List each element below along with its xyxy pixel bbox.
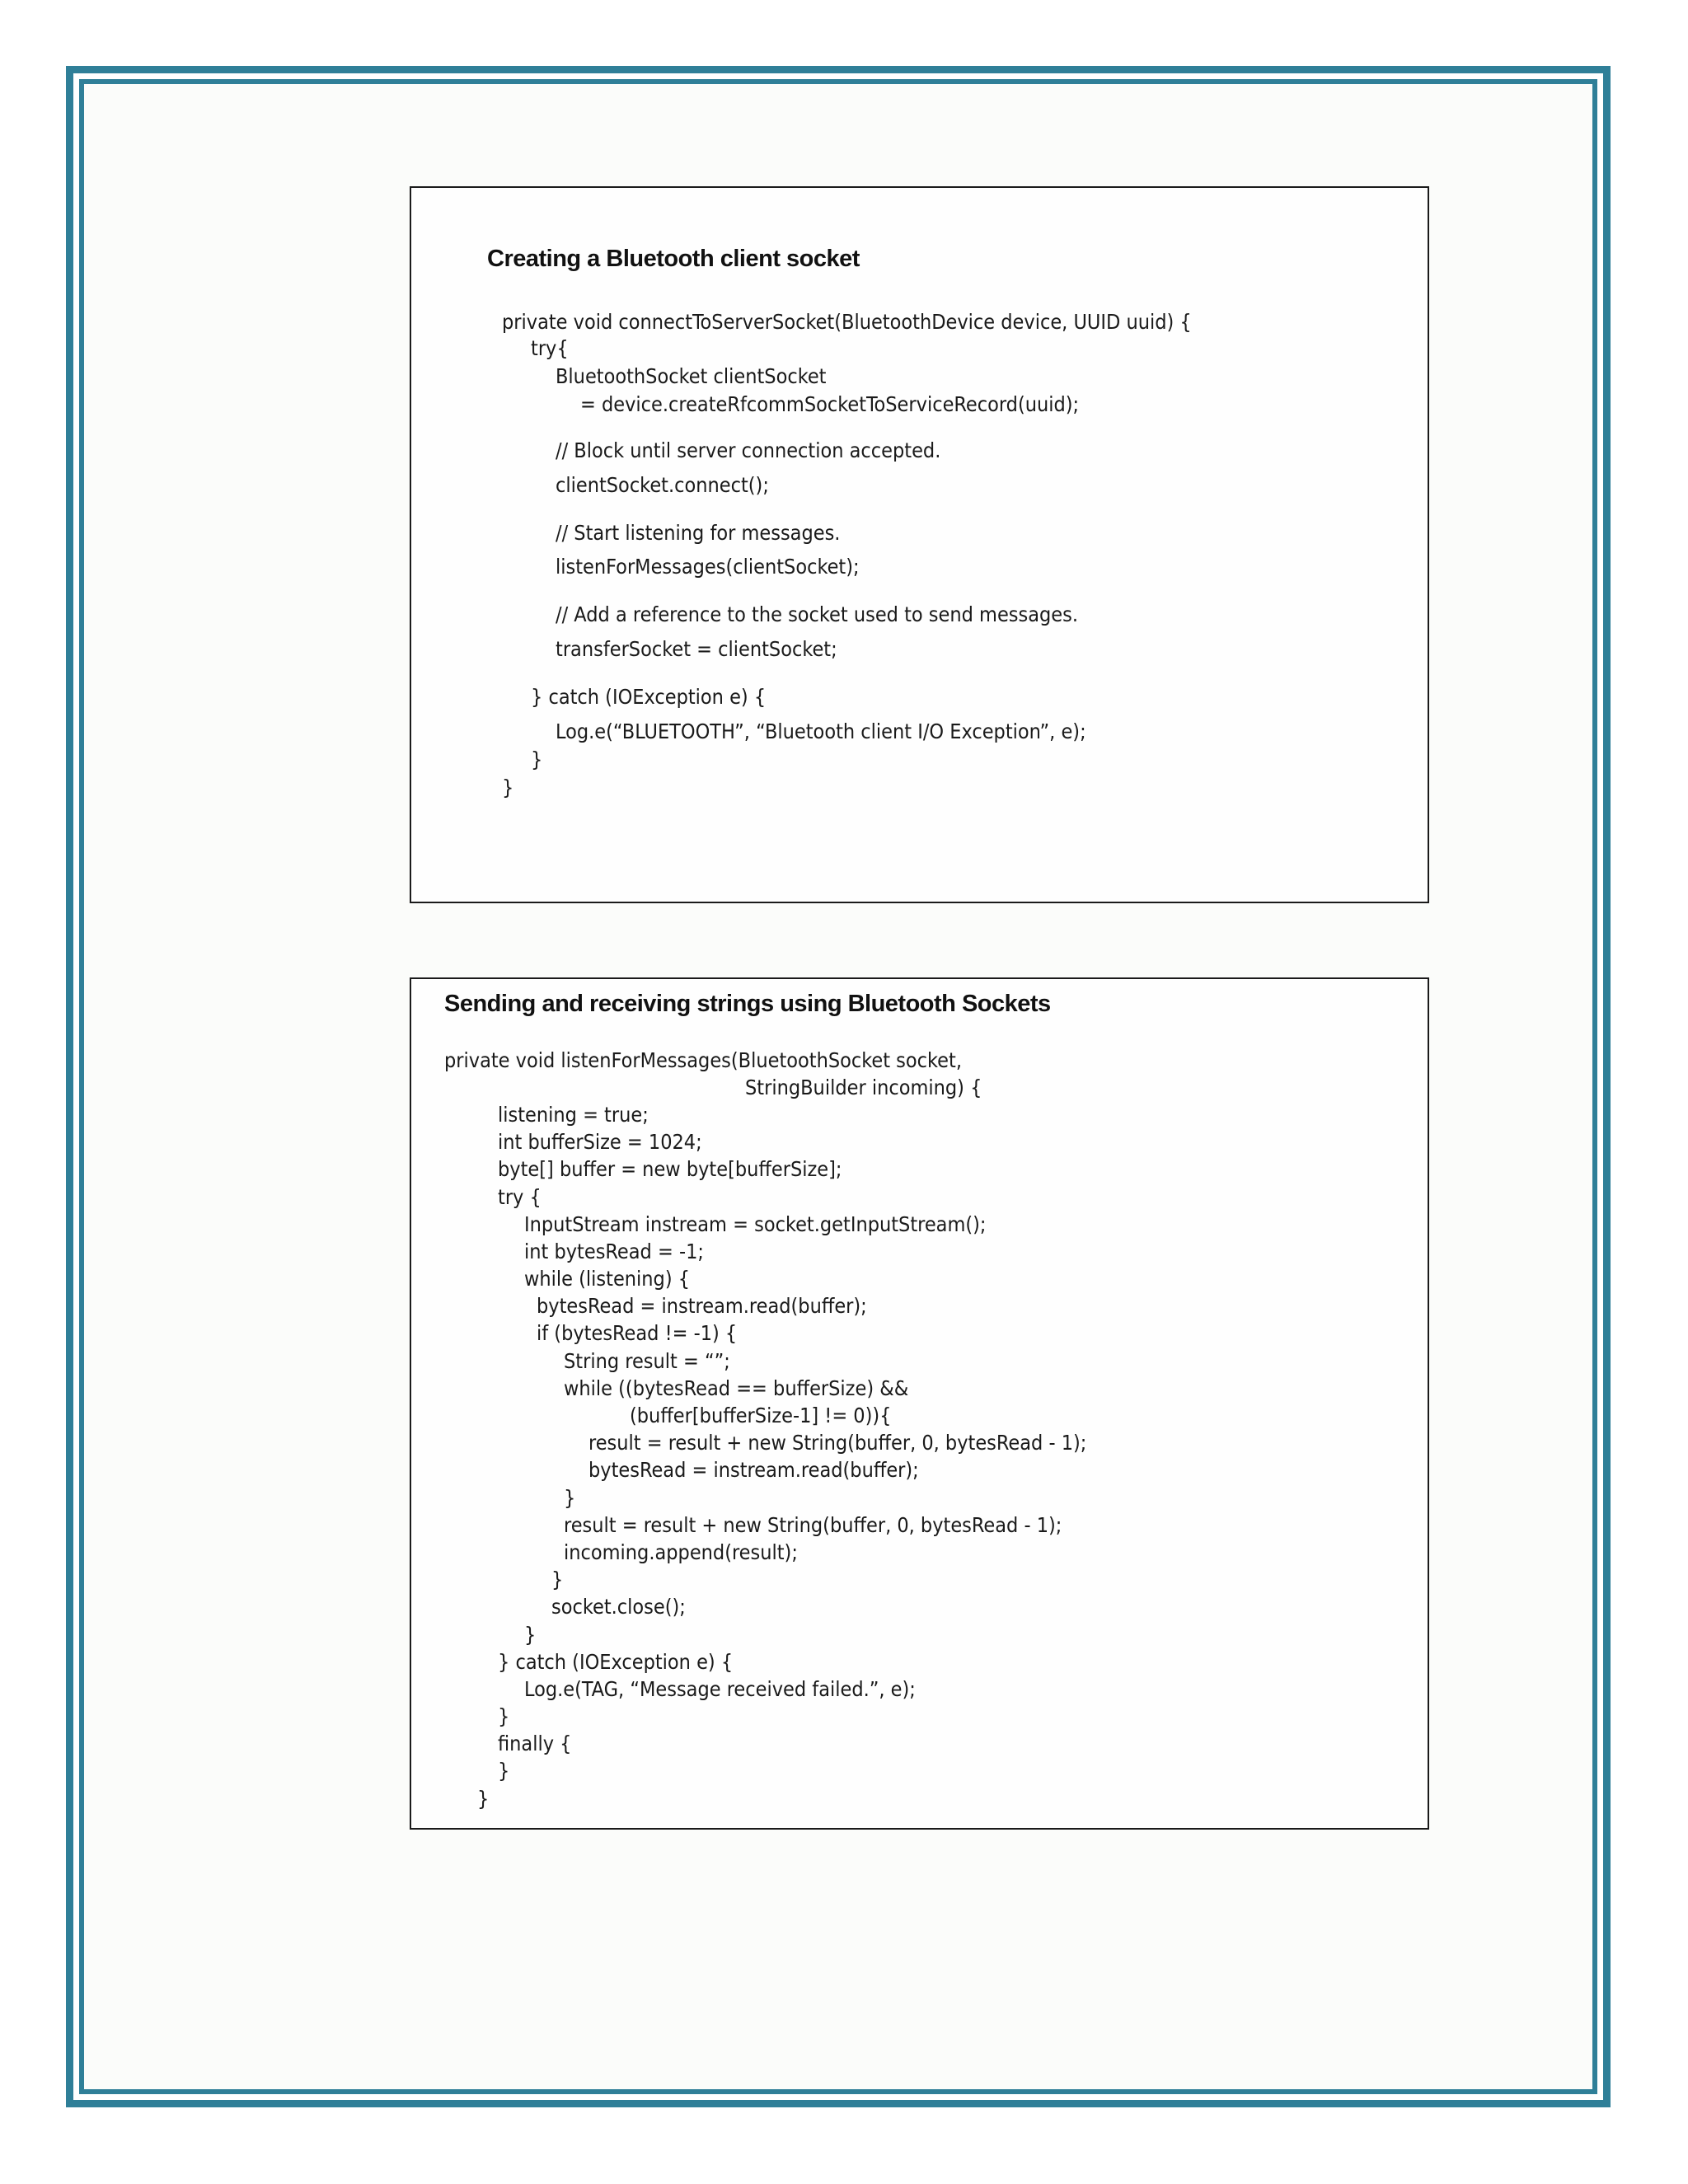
code-line: String result = “”;: [564, 1349, 730, 1373]
code-line: transferSocket = clientSocket;: [556, 637, 837, 661]
code-line: }: [498, 1704, 510, 1728]
code-line: private void listenForMessages(BluetoothSocket socket,: [444, 1048, 962, 1072]
code-line: }: [564, 1486, 576, 1510]
code-line: clientSocket.connect();: [556, 473, 769, 497]
code-line: try {: [498, 1185, 542, 1209]
code-line: bytesRead = instream.read(buffer);: [588, 1458, 919, 1482]
code-line: BluetoothSocket clientSocket: [556, 364, 827, 388]
code-line: listening = true;: [498, 1103, 649, 1127]
code-line: StringBuilder incoming) {: [745, 1076, 982, 1099]
code-line: Log.e(“BLUETOOTH”, “Bluetooth client I/O Exception”, e);: [556, 719, 1086, 743]
code-line: } catch (IOException e) {: [531, 685, 767, 709]
code-line: } catch (IOException e) {: [498, 1650, 734, 1674]
code-line: private void connectToServerSocket(BluetoothDevice device, UUID uuid) {: [502, 310, 1192, 334]
box-title: Sending and receiving strings using Bluetooth Sockets: [444, 991, 1051, 1017]
code-line: byte[] buffer = new byte[bufferSize];: [498, 1157, 842, 1181]
code-line: incoming.append(result);: [564, 1540, 798, 1564]
code-line: (buffer[bufferSize-1] != 0)){: [630, 1404, 892, 1427]
code-line: }: [477, 1787, 490, 1811]
code-line: }: [524, 1623, 537, 1647]
code-box-client-socket: [410, 186, 1429, 903]
code-line: }: [498, 1759, 510, 1783]
code-line: }: [531, 748, 543, 771]
code-line: int bytesRead = -1;: [524, 1240, 704, 1263]
code-line: bytesRead = instream.read(buffer);: [537, 1294, 867, 1318]
code-box-send-receive: [410, 977, 1429, 1830]
code-line: }: [502, 776, 514, 799]
code-line: try{: [531, 336, 569, 360]
code-line: listenForMessages(clientSocket);: [556, 555, 860, 579]
code-line: // Add a reference to the socket used to send messages.: [556, 602, 1078, 626]
code-line: if (bytesRead != -1) {: [537, 1321, 738, 1345]
code-line: }: [551, 1568, 564, 1591]
code-line: = device.createRfcommSocketToServiceRecord(uuid);: [580, 392, 1080, 416]
code-line: InputStream instream = socket.getInputStream();: [524, 1212, 987, 1236]
code-line: Log.e(TAG, “Message received failed.”, e);: [524, 1677, 916, 1701]
code-line: result = result + new String(buffer, 0, bytesRead - 1);: [564, 1513, 1062, 1537]
code-line: while (listening) {: [524, 1267, 691, 1291]
code-line: finally {: [498, 1732, 572, 1755]
code-line: socket.close();: [551, 1595, 686, 1619]
code-line: int bufferSize = 1024;: [498, 1130, 702, 1154]
code-line: result = result + new String(buffer, 0, bytesRead - 1);: [588, 1431, 1087, 1455]
code-line: // Block until server connection accepted.: [556, 438, 941, 462]
code-line: // Start listening for messages.: [556, 521, 841, 545]
box-title: Creating a Bluetooth client socket: [487, 246, 860, 272]
code-line: while ((bytesRead == bufferSize) &&: [564, 1376, 909, 1400]
